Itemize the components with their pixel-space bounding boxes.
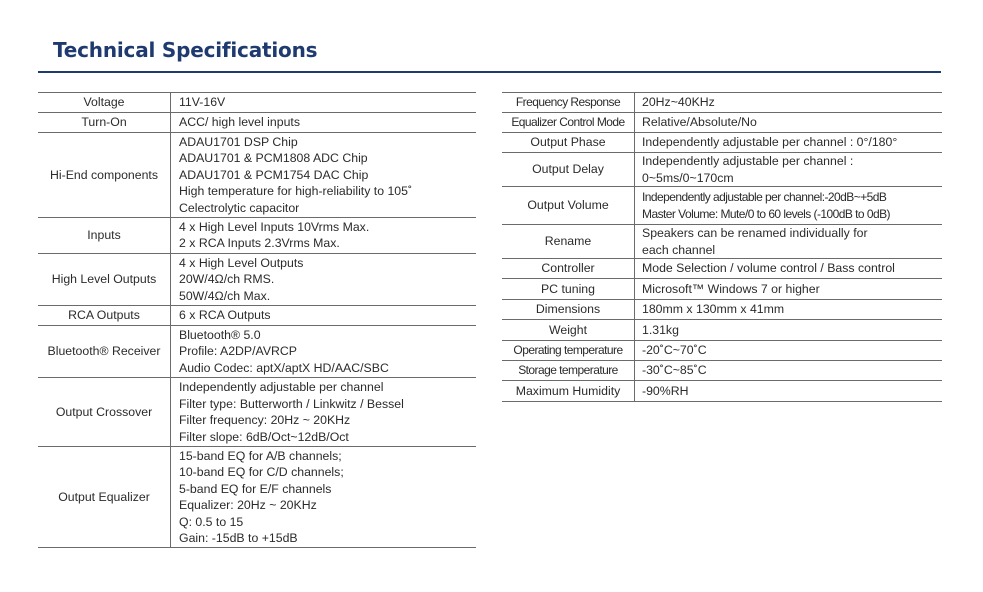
spec-value-line: 5-band EQ for E/F channels (179, 481, 332, 496)
spec-label: Output Crossover (38, 378, 171, 447)
spec-value (635, 225, 943, 259)
page-title: Technical Specifications (53, 38, 318, 62)
spec-value-line: Bluetooth® 5.0 (179, 328, 261, 343)
spec-row (502, 113, 942, 133)
spec-value (171, 446, 477, 547)
spec-value-line: 0~5ms/0~170cm (642, 170, 734, 185)
spec-value-line: Independently adjustable per channel : (642, 154, 854, 169)
spec-row (38, 306, 476, 326)
spec-row (38, 253, 476, 305)
spec-label: Output Phase (502, 133, 635, 153)
spec-label: Operating temperature (502, 341, 635, 361)
spec-value-line: Filter slope: 6dB/Oct~12dB/Oct (179, 429, 349, 444)
spec-row (502, 259, 942, 279)
title-divider (38, 71, 941, 73)
spec-row (38, 93, 476, 113)
spec-label: Storage temperature (502, 361, 635, 381)
spec-label: Equalizer Control Mode (502, 113, 635, 133)
spec-row (502, 341, 942, 361)
spec-row (502, 300, 942, 320)
spec-label: Inputs (38, 218, 171, 254)
spec-value (635, 320, 943, 341)
spec-value-line: -30˚C~85˚C (642, 363, 707, 378)
spec-table-right (502, 92, 942, 402)
spec-row (38, 326, 476, 378)
spec-value (635, 259, 943, 279)
spec-label: Weight (502, 320, 635, 341)
spec-value (171, 326, 477, 378)
spec-row (502, 225, 942, 259)
spec-label: Rename (502, 225, 635, 259)
spec-value-line: Filter type: Butterworth / Linkwitz / Bessel (179, 396, 404, 411)
spec-label: Dimensions (502, 300, 635, 320)
spec-value-line: ADAU1701 & PCM1808 ADC Chip (179, 151, 368, 166)
spec-label: Output Equalizer (38, 446, 171, 547)
spec-value (635, 341, 943, 361)
spec-label: Voltage (38, 93, 171, 113)
spec-value-line: Audio Codec: aptX/aptX HD/AAC/SBC (179, 360, 389, 375)
spec-value-line: Gain: -15dB to +15dB (179, 530, 298, 545)
spec-value-line: each channel (642, 242, 716, 257)
spec-row (38, 218, 476, 254)
spec-value (635, 361, 943, 381)
spec-value-line: ADAU1701 & PCM1754 DAC Chip (179, 167, 369, 182)
spec-value (171, 113, 477, 133)
spec-value (635, 153, 943, 187)
spec-value-line: -20˚C~70˚C (642, 343, 707, 358)
spec-value-line: Q: 0.5 to 15 (179, 514, 244, 529)
spec-label: PC tuning (502, 279, 635, 300)
spec-table-left (38, 92, 476, 548)
spec-value-line: 10-band EQ for C/D channels; (179, 465, 344, 480)
spec-value (171, 306, 477, 326)
spec-row (38, 378, 476, 447)
spec-label: RCA Outputs (38, 306, 171, 326)
spec-value (635, 300, 943, 320)
spec-row (502, 361, 942, 381)
spec-value-line: Celectrolytic capacitor (179, 200, 300, 215)
spec-value-line: 4 x High Level Inputs 10Vrms Max. (179, 220, 370, 235)
spec-row (502, 381, 942, 402)
spec-value (635, 381, 943, 402)
spec-value-line: Independently adjustable per channel:-20dB~+5dB (642, 190, 887, 205)
spec-row (502, 93, 942, 113)
spec-row (502, 153, 942, 187)
spec-value (171, 133, 477, 218)
spec-value (171, 378, 477, 447)
spec-value-line: ADAU1701 DSP Chip (179, 135, 298, 149)
spec-label: Bluetooth® Receiver (38, 326, 171, 378)
spec-value-line: Speakers can be renamed individually for (642, 226, 868, 241)
spec-value-line: Master Volume: Mute/0 to 60 levels (-100dB to 0dB) (642, 206, 890, 221)
spec-value-line: 11V-16V (179, 95, 226, 110)
spec-value-line: 4 x High Level Outputs (179, 255, 304, 270)
spec-label: Output Delay (502, 153, 635, 187)
spec-value-line: -90%RH (642, 383, 689, 398)
spec-value (635, 93, 943, 113)
spec-row (38, 113, 476, 133)
spec-value (635, 113, 943, 133)
spec-label: Output Volume (502, 187, 635, 225)
spec-value (171, 218, 477, 254)
spec-label: High Level Outputs (38, 253, 171, 305)
spec-label: Frequency Response (502, 93, 635, 113)
spec-value-line: 15-band EQ for A/B channels; (179, 448, 342, 463)
spec-value-line: 20W/4Ω/ch RMS. (179, 272, 275, 287)
spec-value (635, 133, 943, 153)
spec-value-line: ACC/ high level inputs (179, 115, 300, 130)
spec-value-line: Independently adjustable per channel (179, 380, 384, 395)
spec-value-line: 2 x RCA Inputs 2.3Vrms Max. (179, 236, 340, 251)
spec-row (38, 446, 476, 547)
spec-value-line: Microsoft™ Windows 7 or higher (642, 281, 820, 296)
spec-value-line: 1.31kg (642, 322, 679, 337)
spec-row (502, 133, 942, 153)
spec-value (635, 279, 943, 300)
spec-value-line: 50W/4Ω/ch Max. (179, 288, 271, 303)
spec-label: Controller (502, 259, 635, 279)
spec-value (171, 93, 477, 113)
spec-value-line: Filter frequency: 20Hz ~ 20KHz (179, 413, 351, 428)
spec-label: Maximum Humidity (502, 381, 635, 402)
spec-value (171, 253, 477, 305)
spec-row (38, 133, 476, 218)
spec-value-line: High temperature for high-reliability to 105˚ (179, 184, 413, 199)
spec-value-line: Mode Selection / volume control / Bass control (642, 261, 895, 276)
spec-value-line: Relative/Absolute/No (642, 115, 757, 130)
spec-value (635, 187, 943, 225)
spec-value-line: Profile: A2DP/AVRCP (179, 344, 298, 359)
spec-label: Hi-End components (38, 133, 171, 218)
spec-value-line: 6 x RCA Outputs (179, 308, 271, 323)
spec-row (502, 187, 942, 225)
spec-value-line: Independently adjustable per channel : 0°/180° (642, 135, 898, 150)
spec-value-line: 20Hz~40KHz (642, 95, 715, 110)
spec-label: Turn-On (38, 113, 171, 133)
spec-row (502, 279, 942, 300)
spec-row (502, 320, 942, 341)
spec-value-line: Equalizer: 20Hz ~ 20KHz (179, 498, 317, 513)
spec-value-line: 180mm x 130mm x 41mm (642, 302, 785, 317)
